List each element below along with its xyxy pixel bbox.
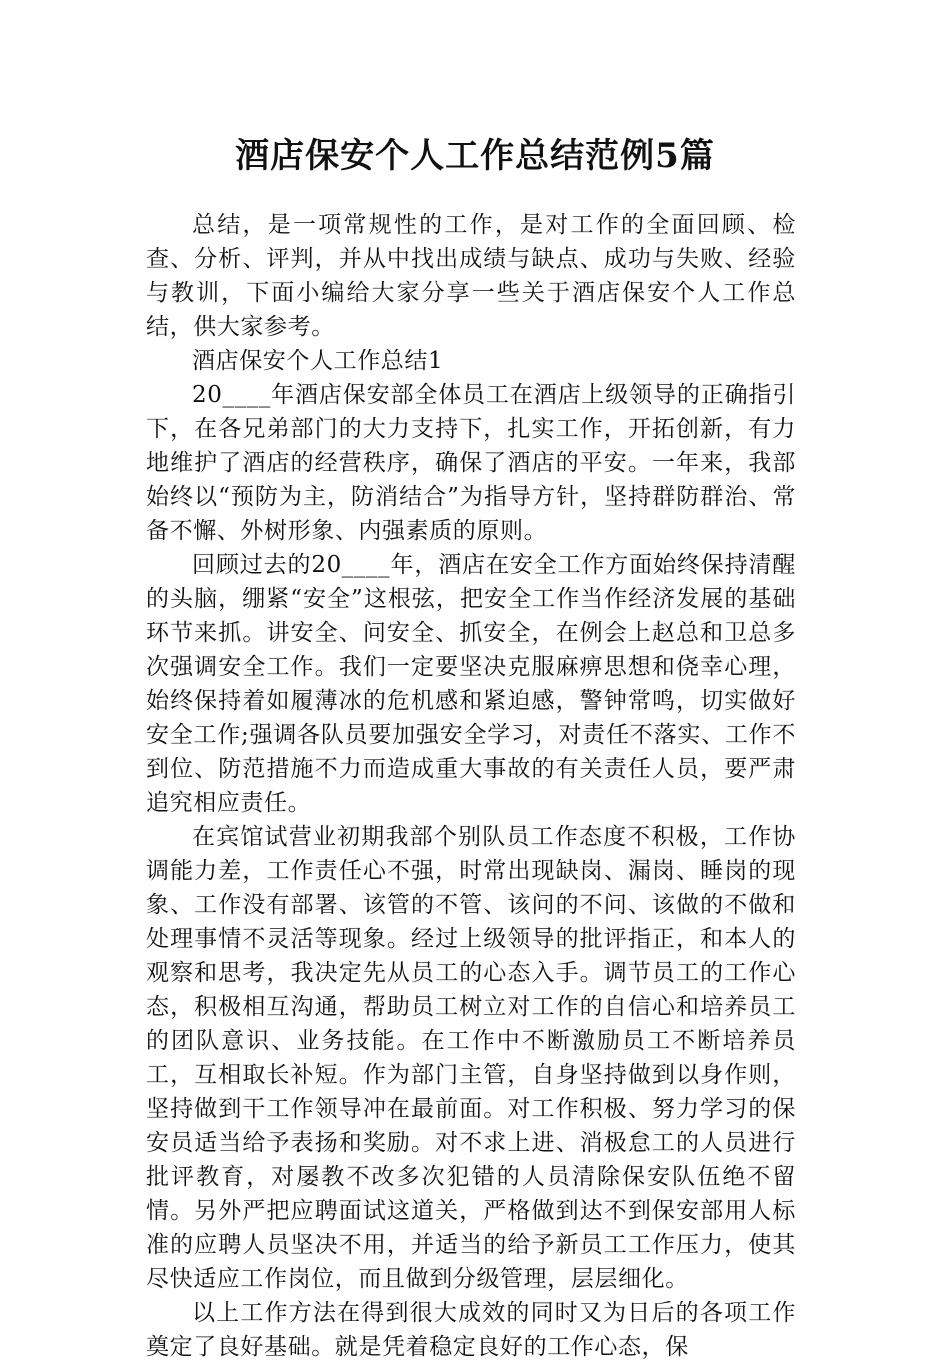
intro-paragraph: 总结，是一项常规性的工作，是对工作的全面回顾、检查、分析、评判，并从中找出成绩与缺点、成功与失败、经验与教训，下面小编给大家分享一些关于酒店保安个人工作总结，供大家参考。 [146, 212, 796, 340]
body-paragraph: 在宾馆试营业初期我部个别队员工作态度不积极，工作协调能力差，工作责任心不强，时常出现缺岗、漏岗、睡岗的现象、工作没有部署、该管的不管、该问的不问、该做的不做和处理事情不灵活等现象。经过上级领导的批评指正，和本人的观察和思考，我决定先从员工的心态入手。调节员工的工作心态，积极相互沟通，帮助员工树立对工作的自信心和培养员工的团队意识、业务技能。在工作中不断激励员工不断培养员工，互相取长补短。作为部门主管，自身坚持做到以身作则，坚持做到干工作领导冲在最前面。对工作积极、努力学习的保安员适当给予表扬和奖励。对不求上进、消极怠工的人员进行批评教育，对屡教不改多次犯错的人员清除保安队伍绝不留情。另外严把应聘面试这道关，严格做到达不到保安部用人标准的应聘人员坚决不用，并适当的给予新员工工作压力，使其尽快适应工作岗位，而且做到分级管理，层层细化。 [146, 824, 796, 1292]
body-paragraph: 以上工作方法在得到很大成效的同时又为日后的各项工作奠定了良好基础。就是凭着稳定良好的工作心态，保 [146, 1300, 796, 1360]
body-paragraph: 20____年酒店保安部全体员工在酒店上级领导的正确指引下，在各兄弟部门的大力支持下，扎实工作，开拓创新，有力地维护了酒店的经营秩序，确保了酒店的平安。一年来，我部始终以“预防为主，防消结合”为指导方针，坚持群防群治、常备不懈、外树形象、内强素质的原则。 [146, 382, 796, 544]
section-heading: 酒店保安个人工作总结1 [192, 348, 444, 374]
document-title: 酒店保安个人工作总结范例5篇 [235, 136, 715, 176]
document-body [146, 208, 796, 1364]
body-paragraph: 回顾过去的20____年，酒店在安全工作方面始终保持清醒的头脑，绷紧“安全”这根弦，把安全工作当作经济发展的基础环节来抓。讲安全、问安全、抓安全，在例会上赵总和卫总多次强调安全工作。我们一定要坚决克服麻痹思想和侥幸心理，始终保持着如履薄冰的危机感和紧迫感，警钟常鸣，切实做好安全工作;强调各队员要加强安全学习，对责任不落实、工作不到位、防范措施不力而造成重大事故的有关责任人员，要严肃追究相应责任。 [146, 552, 796, 816]
